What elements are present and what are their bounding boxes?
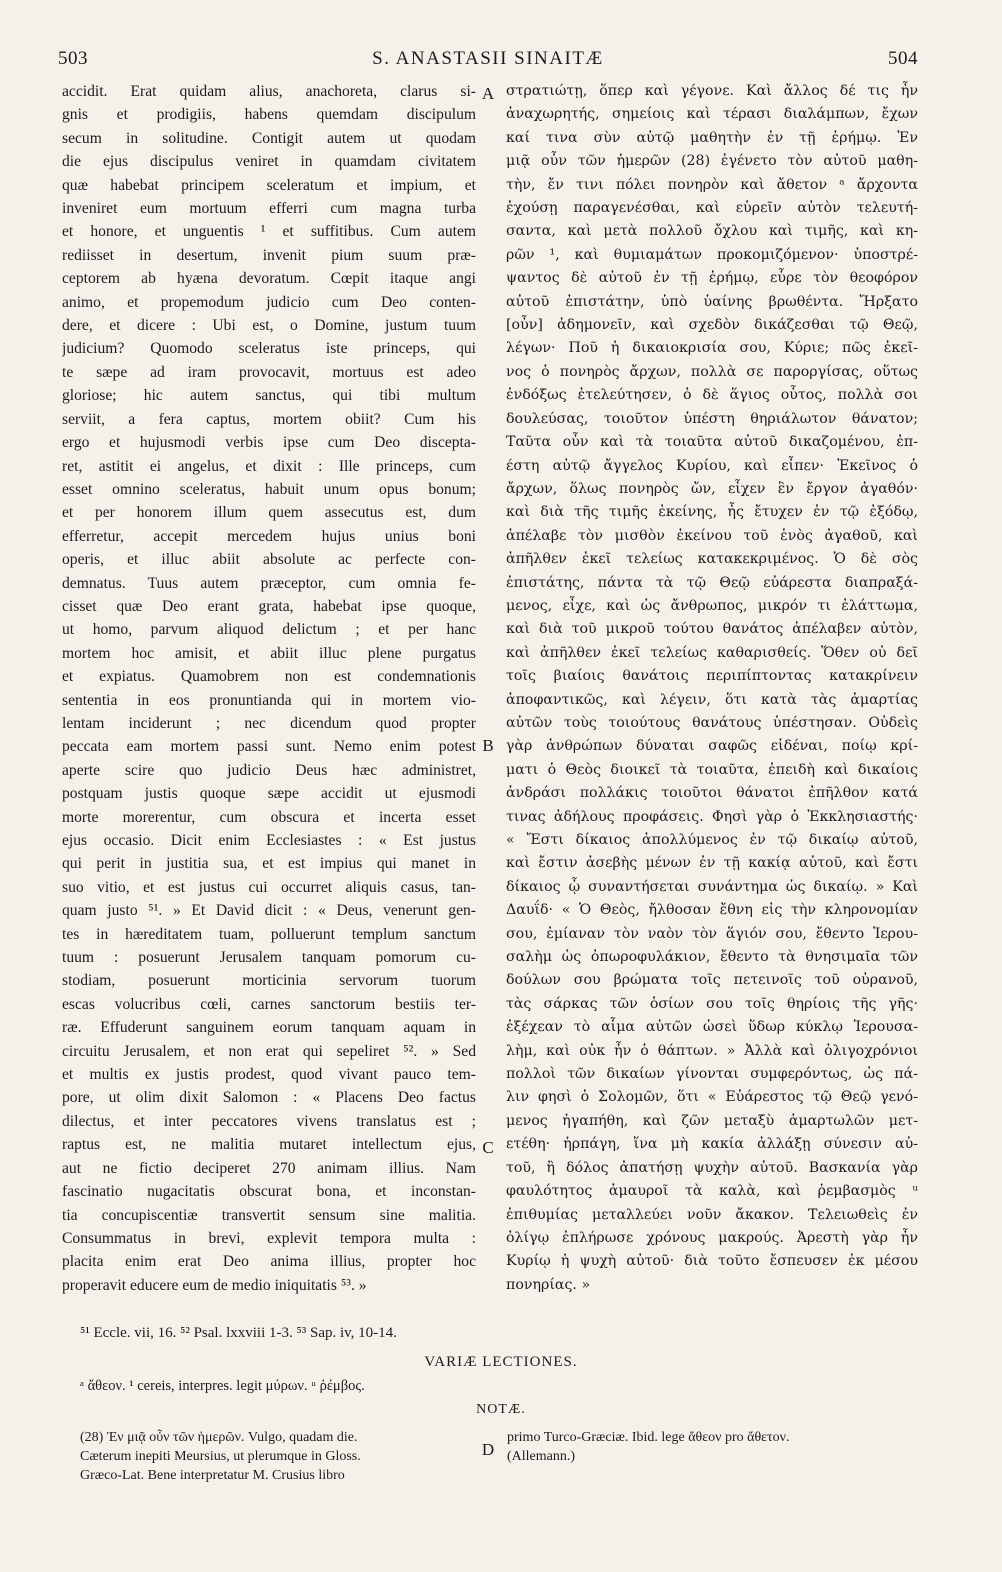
greek-text-line: σου, ἐμίαναν τὸν ναὸν τὸν ἅγιόν σου, ἔθεντο Ἱερου- (506, 925, 918, 942)
greek-text-line: λὴμ, καὶ οὐκ ἦν ὁ θάπτων. » Ἀλλὰ καὶ ὀλιγοχρόνιοι (506, 1042, 918, 1059)
greek-text-line: [οὖν] ἀδημονεῖν, καὶ σχεδὸν δικάζεσθαι τῷ Θεῷ, (506, 317, 918, 334)
variae-lectiones-text: ᵃ ἄθεον. ¹ cereis, interpres. legit μύρων. ᵘ ῥέμβος. (80, 1378, 365, 1394)
greek-text-line: ἐχούσῃ παραγενέσθαι, καὶ εὑρεῖν αὐτὸν τελευτή- (506, 200, 918, 217)
latin-text-line: ergo et hujusmodi verbis ipse cum Deo discepta- (62, 434, 476, 452)
greek-text-line: Κυρίῳ ἡ ψυχὴ αὐτοῦ· διὰ τοῦτο ἔσπευσεν ἐκ μέσου (506, 1253, 918, 1270)
latin-text-line: cisset quæ Deo erant grata, habebat ipse quoque, (62, 597, 476, 615)
margin-letter: C (482, 1138, 494, 1157)
latin-text-line: mortem hoc amisit, et abiit illuc plene purgatus (62, 644, 476, 662)
latin-text-line: demnatus. Tuus autem præceptor, cum omnia fe- (62, 574, 476, 592)
greek-text-line: Δαυΐδ· « Ὁ Θεὸς, ἤλθοσαν ἔθνη εἰς τὴν κληρονομίαν (506, 902, 918, 919)
latin-column (62, 80, 476, 1297)
greek-text-line: ψαντος δὲ αὐτοῦ ἐν τῇ ἐρήμῳ, εὗρε τὸν θεοφόρον (506, 270, 918, 287)
latin-text-line: quæ habebat principem sceleratum et impium, et (62, 176, 476, 194)
latin-text-line: raptus est, ne malitia mutaret intellectum ejus, (62, 1136, 476, 1154)
latin-text-line: circuitu Jerusalem, et non erat qui sepeliret ⁵². » Sed (62, 1042, 476, 1060)
greek-text-line: τὴν, ἔν τινι πόλει πονηρὸν καὶ ἄθετον ᵃ ἄρχοντα (506, 176, 918, 193)
latin-text-line: et honore, et unguentis ¹ et suffitibus. Cum autem (62, 223, 476, 241)
latin-text-line: ejus occasio. Dicit enim Ecclesiastes : « Est justus (62, 832, 476, 849)
greek-text-line: αὐτῶν τοὺς τοιούτους θανάτους ὑπέστησαν. Οὐδεὶς (506, 714, 918, 731)
greek-text-line: καὶ ἀπῆλθεν ἐκεῖ τελείως καθαρισθείς. Ὅθεν οὐ δεῖ (506, 644, 918, 661)
greek-text-line: ἀποφαντικῶς, καὶ λέγειν, ὅτι κατὰ τὰς ἁμαρτίας (506, 691, 918, 708)
greek-column (506, 80, 918, 1297)
greek-text-line: δουλεύσας, τοιοῦτον ὑπέστη θηριάλωτον θάνατον; (506, 410, 918, 427)
latin-text-line: postquam justis quoque sæpe accidit ut ejusmodi (62, 785, 476, 803)
latin-text-line: escas volucribus cœli, carnes sanctorum bestiis ter- (62, 995, 476, 1013)
greek-text-line: καὶ ἔστιν ἀσεβὴς μένων ἐν τῇ κακίᾳ αὐτοῦ, καὶ ἔστι (506, 855, 918, 872)
latin-text-line: ræ. Effuderunt sanguinem eorum tanquam aquam in (62, 1019, 476, 1037)
greek-text-line: ἀνδράσι πολλάκις τοιοῦτοι θάνατοι ἐπῆλθον κατά (506, 785, 918, 802)
latin-text-line: te sæpe ad iram provocavit, mortuus est adeo (62, 363, 476, 381)
latin-text-line: tes in hæreditatem tuam, polluerunt templum sanctum (62, 925, 476, 943)
note-line: (Allemann.) (507, 1449, 576, 1464)
greek-text-line: καὶ διὰ τοῦ μικροῦ τούτου θανάτος ἀπέλαβεν αὐτὸν, (506, 621, 918, 638)
latin-text-line: secum in solitudine. Contigit autem ut quodam (62, 129, 476, 147)
greek-text-line: ρῶν ¹, καὶ θυμιαμάτων προκομιζόμενον· ὑποστρέ- (506, 246, 918, 263)
margin-letter: B (482, 736, 494, 755)
variae-lectiones-heading: VARIÆ LECTIONES. (424, 1354, 578, 1370)
latin-text-line: accidit. Erat quidam alius, anachoreta, clarus si- (62, 83, 476, 100)
greek-text-line: τοῦ, ἢ δόλος ἀπατήσῃ ψυχὴν αὐτοῦ. Βασκανία γὰρ (506, 1159, 918, 1176)
latin-text-line: inveniret eum mortuum efferri cum magna turba (62, 200, 476, 218)
latin-text-line: aperte scire quo judicio Deus hæc administret, (62, 761, 476, 779)
latin-text-line: fascinatio nugacitatis obscurat bona, et inconstan- (62, 1183, 476, 1201)
scripture-footnotes: ⁵¹ Eccle. vii, 16. ⁵² Psal. lxxviii 1-3. ⁵³ Sap. iv, 10-14. (80, 1325, 397, 1341)
latin-text-line: peccata eam mortem passi sunt. Nemo enim potest (62, 738, 476, 756)
note-line: Cæterum inepiti Meursius, ut plerumque in Gloss. (80, 1449, 361, 1464)
latin-text-line: ceptorem ab hyæna devoratum. Cœpit itaque angi (62, 270, 476, 288)
latin-text-line: morte morerentur, cum obscura et incerta esset (62, 808, 476, 826)
greek-text-line: ματι ὁ Θεὸς διοικεῖ τὰ τοιαῦτα, ἐπειδὴ καὶ δικαίοις (506, 761, 918, 778)
latin-text-line: et expiatus. Quamobrem non est condemnationis (62, 668, 476, 686)
page-number-left: 503 (58, 48, 88, 69)
notae-left-column (80, 1428, 475, 1485)
latin-text-line: quam justo ⁵¹. » Et David dicit : « Deus, venerunt gen- (62, 902, 476, 920)
greek-text-line: στρατιώτῃ, ὅπερ καὶ γέγονε. Καὶ ἄλλος δέ τις ἦν (506, 83, 918, 99)
greek-text-line: ἐξέχεαν τὸ αἷμα αὐτῶν ὡσεὶ ὕδωρ κύκλῳ Ἱερουσα- (506, 1019, 918, 1036)
greek-text-line: γὰρ ἀνθρώπων δύναται σαφῶς εἰδέναι, ποίῳ κρί- (506, 738, 918, 755)
greek-text-line: ἐπιθυμίας μεταλλεύει νοῦν ἄκακον. Τελειωθεὶς ἐν (506, 1206, 918, 1223)
greek-text-line: έστη αὐτῷ ἄγγελος Κυρίου, καὶ εἶπεν· Ἐκεῖνος ὁ (506, 457, 918, 474)
greek-text-line: καὶ διὰ τῆς τιμῆς ἐκείνης, ἧς ἔτυχεν ἐν τῷ ἐξόδῳ, (506, 504, 918, 521)
note-line: (28) Ἐν μιᾷ οὖν τῶν ἡμερῶν. Vulgo, quadam die. (80, 1430, 358, 1445)
latin-text-line: pore, ut olim dixit Salomon : « Placens Deo factus (62, 1089, 476, 1107)
greek-text-line: ἄρχων, ὅλως πονηρὸς ὤν, εἶχεν ἓν ἔργον ἀγαθόν· (506, 480, 918, 497)
greek-text-line: ἀπέλαβε τὸν μισθὸν ἐκείνου τοῦ ἑνὸς ἀγαθοῦ, καὶ (506, 527, 918, 544)
greek-text-line: λιν φησὶ ὁ Σολομῶν, ὅτι « Εὐάρεστος τῷ Θεῷ γενό- (506, 1089, 918, 1106)
greek-text-line: ετέθη· ἡρπάγη, ἵνα μὴ κακία ἀλλάξῃ σύνεσιν αὐ- (506, 1136, 918, 1153)
latin-text-line: lentam inciderunt ; nec dicendum quod propter (62, 714, 476, 732)
latin-text-line: et multis ex justis prodest, quod vivant pauco tem- (62, 1066, 476, 1084)
greek-text-line: φαυλότητος ἀμαυροῖ τὰ καλὰ, καὶ ῥεμβασμὸς ᵘ (506, 1183, 918, 1200)
latin-text-line: properavit educere eum de medio iniquitatis ⁵³. » (62, 1276, 367, 1294)
latin-text-line: operis, et illuc abiit absolute ac perfecte con- (62, 551, 476, 569)
greek-text-line: ἐνδόξως ἐτελεύτησεν, ὁ δὲ ἅγιος οὗτος, πολλὰ σοι (506, 387, 918, 404)
greek-text-line: πονηρίας. » (506, 1276, 591, 1293)
margin-letter: D (481, 1440, 495, 1459)
greek-text-line: πολλοὶ τῶν δικαίων γίνονται συμφερόντως, ὡς πά- (506, 1066, 918, 1083)
note-line: primo Turco-Græciæ. Ibid. lege ἄθεον pro ἄθετον. (507, 1430, 790, 1445)
greek-text-line: Ταῦτα οὖν καὶ τὰ τοιαῦτα αὐτοῦ δικαζομένου, ἐπ- (506, 434, 918, 451)
greek-text-line: τοῖς βιαίοις θανάτοις περιπίπτοντας κατακρίνειν (506, 668, 918, 685)
greek-text-line: δίκαιος ᾧ συναντήσεται συνάντημα ὡς δικαίῳ. » Καὶ (506, 878, 918, 895)
latin-text-line: judicium? Quomodo sceleratus iste princeps, qui (62, 340, 476, 358)
greek-text-line: λέγων· Ποῦ ἡ δικαιοκρισία σου, Κύριε; πῶς ἐκεῖ- (506, 340, 918, 357)
greek-text-line: καί τινα σὺν αὐτῷ μαθητὴν ἐν τῇ ἐρήμῳ. Ἐν (506, 129, 918, 146)
greek-text-line: νος ὁ πονηρὸς ἄρχων, πολλὰ σε παροργίσας, οὕτως (506, 363, 918, 380)
running-header (58, 48, 918, 74)
latin-text-line: sententia in eos pronuntianda qui in mortem vio- (62, 691, 476, 709)
greek-text-line: μιᾷ οὖν τῶν ἡμερῶν (28) ἐγένετο τὸν αὐτοῦ μαθη- (506, 153, 918, 170)
greek-text-line: μενος, εἶχε, καὶ ὡς ἄνθρωπος, μικρόν τι ἐλάττωμα, (506, 597, 918, 614)
greek-text-line: δούλων σου βρώματα τοῖς πετεινοῖς τοῦ οὐρανοῦ, (506, 972, 918, 989)
greek-text-line: τινας ἀδήλους προφάσεις. Φησὶ γὰρ ὁ Ἐκκλησιαστής· (506, 808, 918, 825)
page-number-right: 504 (888, 48, 918, 69)
greek-text-line: ἀπῆλθεν ἐκεῖ τελείως κατακεκριμένος. Ὁ δὲ σὸς (506, 551, 918, 568)
latin-text-line: suo vitio, et est justus cui occurret aliquis casus, tan- (62, 878, 476, 896)
greek-text-line: ἀναχωρητής, σημείοις καὶ τέρασι διαλάμπων, ἔχων (506, 106, 918, 123)
latin-text-line: stodiam, posuerunt morticinia servorum tuorum (62, 972, 476, 990)
running-head: S. ANASTASII SINAITÆ (372, 48, 604, 69)
latin-text-line: die ejus discipulus veniret in quamdam civitatem (62, 153, 476, 171)
greek-text-line: σαντα, καὶ μετὰ πολλοῦ ὄχλου καὶ τιμῆς, καὶ κη- (506, 223, 918, 240)
latin-text-line: ret, astitit ei angelus, et dixit : Ille princeps, cum (62, 457, 476, 475)
latin-text-line: ut homo, parvum aliquod delictum ; et per hanc (62, 621, 476, 639)
latin-text-line: rediisset in desertum, invenit pium suum præ- (62, 246, 476, 264)
greek-text-line: μενος ἠγαπήθη, καὶ ζῶν μεταξὺ ἁμαρτωλῶν μετ- (506, 1112, 918, 1129)
greek-text-line: τὰς σάρκας τῶν ὁσίων σου τοῖς θηρίοις τῆς γῆς· (506, 995, 918, 1012)
latin-text-line: animo, et propemodum judicio cum Deo conten- (62, 293, 476, 311)
latin-text-line: serviit, a fera captus, mortem obiit? Cum his (62, 410, 476, 428)
latin-text-line: dilectus, et inter peccatores vivens translatus est ; (62, 1112, 476, 1130)
greek-text-line: σαλὴμ ὡς ὀπωροφυλάκιον, ἔθεντο τὰ θνησιμαῖα τῶν (506, 949, 918, 966)
latin-text-line: esset omnino sceleratus, habuit unum opus bonum; (62, 480, 476, 498)
greek-text-line: « Ἔστι δίκαιος ἀπολλύμενος ἐν τῷ δικαίῳ αὐτοῦ, (506, 832, 918, 848)
latin-text-line: efferretur, accepit mercedem hujus unius boni (62, 527, 476, 545)
latin-text-line: dere, et dicere : Ubi est, o Domine, justum tuum (62, 317, 476, 335)
latin-text-line: aut ne fictio deciperet 270 animam illius. Nam (62, 1159, 476, 1177)
latin-text-line: Consummatus in brevi, explevit tempora multa : (62, 1229, 476, 1247)
greek-text-line: αὐτοῦ ἐπιστάτην, ὑπὸ ὑαίνης βρωθέντα. Ἤρξατο (506, 293, 918, 310)
margin-letter: A (481, 84, 495, 103)
notae-heading: NOTÆ. (476, 1402, 526, 1417)
greek-text-line: ἐπιστάτης, πάντα τὰ τῷ Θεῷ εὐάρεστα διαπραξά- (506, 574, 918, 591)
notae-right-column (507, 1428, 917, 1466)
note-line: Græco-Lat. Bene interpretatur M. Crusius libro (80, 1468, 345, 1483)
latin-text-line: placita enim erat Deo anima illius, propter hoc (62, 1253, 476, 1271)
latin-text-line: et per honorem illum quem assecutus est, dum (62, 504, 476, 522)
latin-text-line: gloriose; hic autem sanctus, qui tibi multum (62, 387, 476, 405)
latin-text-line: qui perit in justitia sua, et est impius qui manet in (62, 855, 476, 873)
latin-text-line: tia concupiscentiæ transvertit sensum sine malitia. (62, 1206, 476, 1224)
greek-text-line: ὀλίγῳ ἐπλήρωσε χρόνους μακρούς. Ἀρεστὴ γὰρ ἦν (506, 1229, 918, 1246)
latin-text-line: tuum : posuerunt Jerusalem tanquam pomorum cu- (62, 949, 476, 967)
latin-text-line: gnis et prodigiis, habens quemdam discipulum (62, 106, 476, 124)
